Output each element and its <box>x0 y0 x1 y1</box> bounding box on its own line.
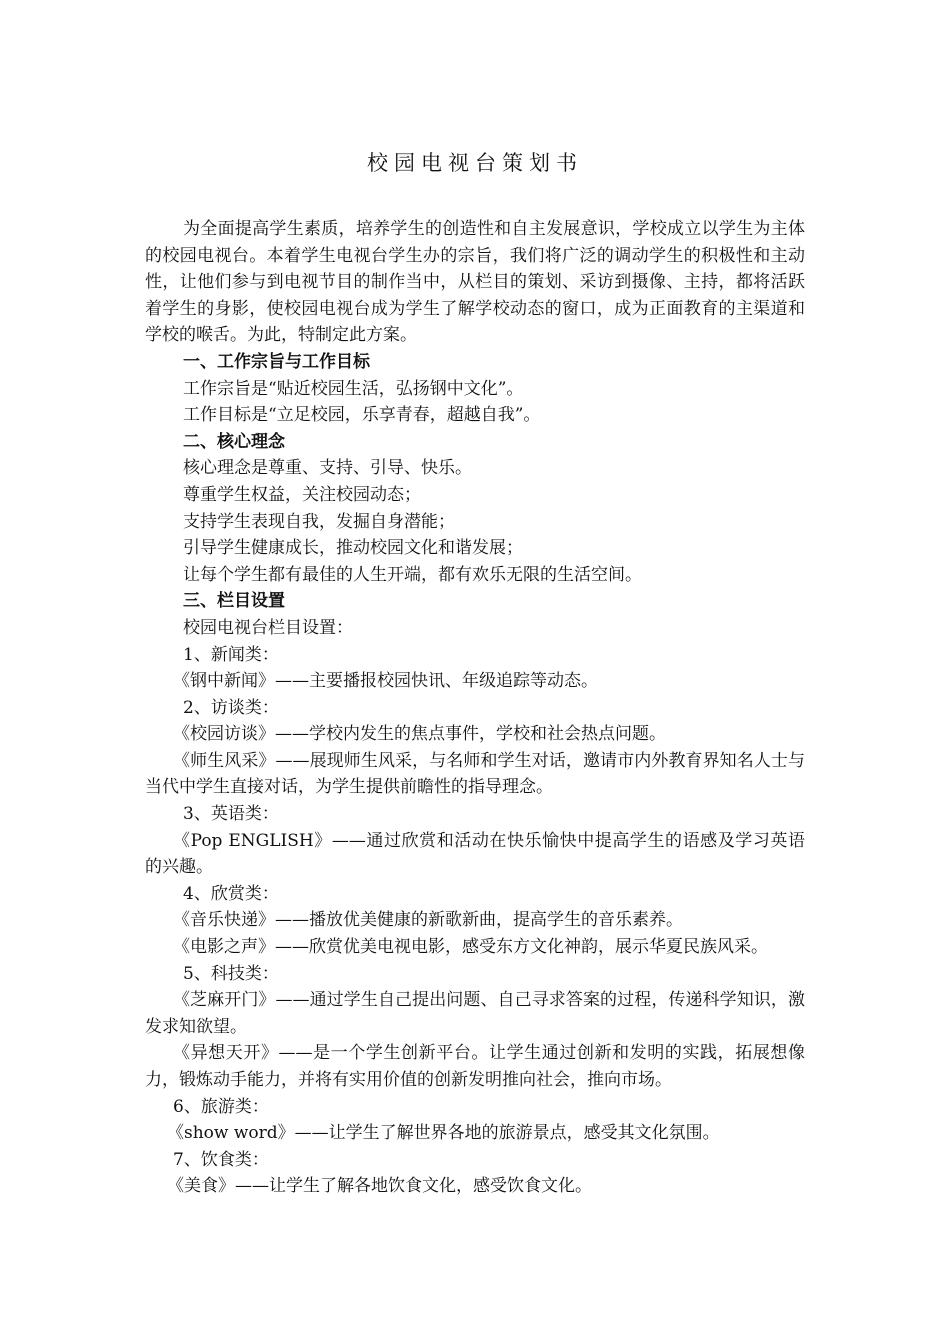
category-appreciation: 4、欣赏类： <box>183 883 279 904</box>
intro-paragraph: 为全面提高学生素质，培养学生的创造性和自主发展意识，学校成立以学生为主体的校园电视台。本着学生电视台学生办的宗旨，我们将广泛的调动学生的积极性和主动性，让他们参与到电视节目的制作当中，从栏目的策划、采访到摄像、主持，都将活跃着学生的身影，使校园电视台成为学生了解学校动态的窗口，成为正面教育的主渠道和学校的喉舌。为此，特制定此方案。 <box>145 219 805 346</box>
program-item: 《钢中新闻》——主要播报校园快讯、年级追踪等动态。 <box>173 671 598 692</box>
section1-line-1: 工作宗旨是“贴近校园生活，弘扬钢中文化”。 <box>183 378 524 399</box>
program-item: 《音乐快递》——播放优美健康的新歌新曲，提高学生的音乐素养。 <box>173 910 683 931</box>
document-body <box>145 216 805 1200</box>
program-item: 《芝麻开门》——通过学生自己提出问题、自己寻求答案的过程，传递科学知识，激发求知欲望。 <box>145 990 805 1037</box>
category-english: 3、英语类： <box>183 804 279 825</box>
program-item: 《校园访谈》——学校内发生的焦点事件，学校和社会热点问题。 <box>173 724 666 745</box>
category-travel: 6、旅游类： <box>173 1096 269 1117</box>
program-item: 《show word》——让学生了解世界各地的旅游景点，感受其文化氛围。 <box>167 1123 720 1144</box>
document-title: 校园电视台策划书 <box>367 151 583 175</box>
category-food: 7、饮食类： <box>173 1149 269 1170</box>
section2-line-3: 支持学生表现自我，发掘自身潜能； <box>183 511 455 532</box>
category-technology: 5、科技类： <box>183 963 279 984</box>
section-heading-2: 二、核心理念 <box>183 431 285 452</box>
category-interview: 2、访谈类： <box>183 697 279 718</box>
section-heading-3: 三、栏目设置 <box>183 591 285 612</box>
section2-line-5: 让每个学生都有最佳的人生开端，都有欢乐无限的生活空间。 <box>183 564 642 585</box>
program-item: 《Pop ENGLISH》——通过欣赏和活动在快乐愉快中提高学生的语感及学习英语的兴趣。 <box>145 830 805 878</box>
program-item: 《异想天开》——是一个学生创新平台。让学生通过创新和发明的实践，拓展想像力，锻炼动手能力，并将有实用价值的创新发明推向社会，推向市场。 <box>145 1043 805 1090</box>
section1-line-2: 工作目标是“立足校园，乐享青春，超越自我”。 <box>183 405 541 426</box>
section2-line-4: 引导学生健康成长，推动校园文化和谐发展； <box>183 538 523 559</box>
section3-lead: 校园电视台栏目设置： <box>183 617 353 638</box>
section2-line-1: 核心理念是尊重、支持、引导、快乐。 <box>183 458 472 479</box>
program-item: 《电影之声》——欣赏优美电视电影，感受东方文化神韵，展示华夏民族风采。 <box>173 937 768 958</box>
category-news: 1、新闻类： <box>183 644 279 665</box>
program-item: 《美食》——让学生了解各地饮食文化，感受饮食文化。 <box>167 1176 592 1197</box>
section2-line-2: 尊重学生权益，关注校园动态； <box>183 484 421 505</box>
section-heading-1: 一、工作宗旨与工作目标 <box>183 351 370 372</box>
program-item: 《师生风采》——展现师生风采，与名师和学生对话，邀请市内外教育界知名人士与当代中学生直接对话，为学生提供前瞻性的指导理念。 <box>145 750 805 798</box>
